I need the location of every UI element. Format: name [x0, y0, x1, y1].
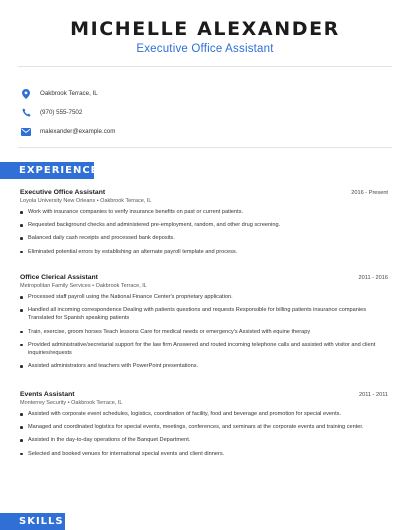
job-bullet: Requested background checks and administered pre-employment, random, and other drug screening.: [20, 221, 388, 229]
header-divider: [18, 66, 392, 67]
job-bullets: [20, 410, 388, 458]
email-envelope-icon: [20, 126, 32, 138]
email-text: malexander@example.com: [40, 128, 116, 135]
job-bullet: Train, exercise, groom horses Teach lessons Care for medical needs or emergency's Assisted with equine therapy: [20, 328, 388, 336]
job-dates: 2011 - 2011: [358, 392, 388, 398]
job-title: Events Assistant: [20, 391, 75, 398]
job-bullet: Assisted with corporate event schedules, logistics, coordination of facility, food and beverage and promotion for special events.: [20, 410, 388, 418]
contact-location: [20, 84, 115, 103]
job-bullet: Assisted in the day-to-day operations of the Banquet Department.: [20, 436, 388, 444]
contact-divider: [18, 147, 392, 148]
job-bullet: Managed and coordinated logistics for special events, meetings, conferences, and seminars at the corporate events and training center.: [20, 423, 388, 431]
job-organization: Loyola University New Orleans • Oakbrook Terrace, IL: [20, 198, 152, 204]
job-entry: [20, 189, 388, 261]
job-bullet: Assisted administrators and teachers with PowerPoint presentations.: [20, 362, 388, 370]
resume-header: [0, 0, 410, 55]
job-bullets: [20, 293, 388, 370]
job-bullet: Processed staff payroll using the National Finance Center's proprietary application.: [20, 293, 388, 301]
job-dates: 2016 - Present: [351, 190, 388, 196]
job-bullet: Provided administrative/secretarial support for the law firm Answered and routed incoming telephone calls and assisted with visitor and client inquiries/requests: [20, 341, 388, 357]
phone-icon: [20, 107, 32, 119]
candidate-title: Executive Office Assistant: [136, 43, 274, 55]
job-organization: Monterrey Security • Oakbrook Terrace, IL: [20, 400, 123, 406]
job-bullet: Eliminated potential errors by establishing an alternate payroll template and process.: [20, 248, 388, 256]
contact-info: [20, 84, 115, 141]
job-entry: [20, 391, 388, 463]
job-title: Executive Office Assistant: [20, 189, 106, 196]
job-bullets: [20, 208, 388, 256]
job-bullet: Work with insurance companies to verify insurance benefits on past or current patients.: [20, 208, 388, 216]
job-bullet: Selected and booked venues for international special events and client dinners.: [20, 450, 388, 458]
candidate-name: MICHELLE ALEXANDER: [70, 18, 340, 40]
job-bullet: Handled all incoming correspondence Dealing with patients questions and requests Responsible for billing patients insurance companies Translated for Spanish speaking patients: [20, 306, 388, 322]
location-pin-icon: [20, 88, 32, 100]
location-text: Oakbrook Terrace, IL: [40, 90, 98, 97]
contact-email: [20, 122, 115, 141]
contact-phone: [20, 103, 115, 122]
job-dates: 2011 - 2016: [358, 275, 388, 281]
phone-text: (970) 555-7502: [40, 109, 83, 116]
experience-section-header: EXPERIENCE: [0, 162, 94, 179]
job-title: Office Clerical Assistant: [20, 274, 98, 281]
skills-section-header: SKILLS: [0, 513, 65, 530]
job-bullet: Balanced daily cash receipts and processed bank deposits.: [20, 234, 388, 242]
job-organization: Metropolitan Family Services • Oakbrook Terrace, IL: [20, 283, 147, 289]
job-entry: [20, 274, 388, 375]
